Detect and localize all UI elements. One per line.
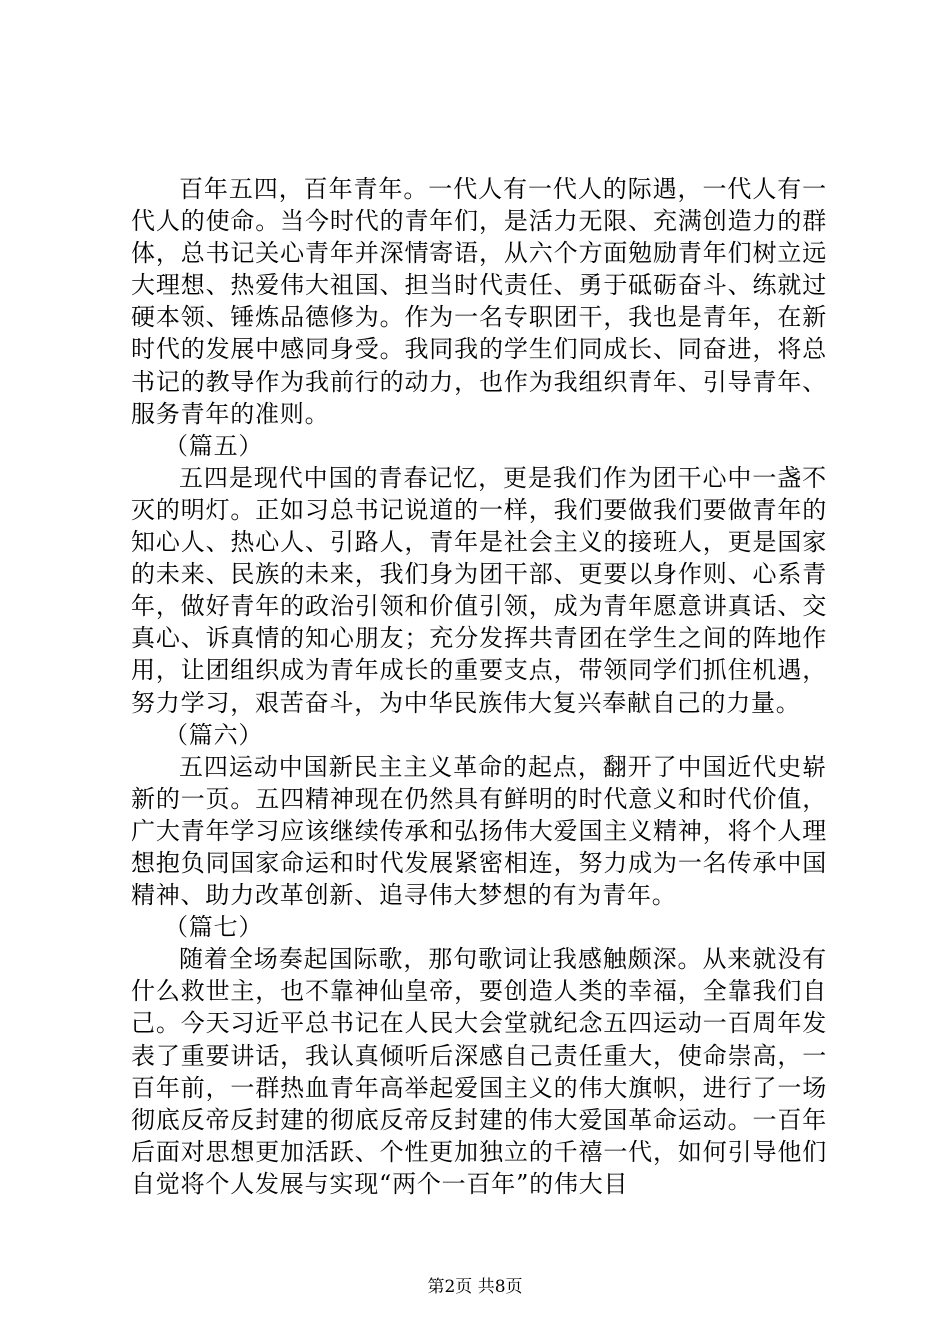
page-number-footer: 第2页 共8页 xyxy=(427,1277,523,1297)
section-heading-6: （篇六） xyxy=(164,720,264,749)
document-body xyxy=(131,173,827,1200)
paragraph-6: 五四运动中国新民主主义革命的起点，翻开了中国近代史崭新的一页。五四精神现在仍然具有鲜明的时代意义和时代价值，广大青年学习应该继续传承和弘扬伟大爱国主义精神，将个人理想抱负同国家命运和时代发展紧密相连，努力成为一名传承中国精神、助力改革创新、追寻伟大梦想的有为青年。 xyxy=(131,752,827,910)
paragraph-5: 五四是现代中国的青春记忆，更是我们作为团干心中一盏不灭的明灯。正如习总书记说道的一样，我们要做我们要做青年的知心人、热心人、引路人，青年是社会主义的接班人，更是国家的未来、民族的未来，我们身为团干部、更要以身作则、心系青年，做好青年的政治引领和价值引领，成为青年愿意讲真话、交真心、诉真情的知心朋友；充分发挥共青团在学生之间的阵地作用，让团组织成为青年成长的重要支点，带领同学们抓住机遇，努力学习，艰苦奋斗，为中华民族伟大复兴奉献自己的力量。 xyxy=(131,463,827,717)
paragraph-4-continued: 百年五四，百年青年。一代人有一代人的际遇，一代人有一代人的使命。当今时代的青年们，是活力无限、充满创造力的群体，总书记关心青年并深情寄语，从六个方面勉励青年们树立远大理想、热爱伟大祖国、担当时代责任、勇于砥砺奋斗、练就过硬本领、锤炼品德修为。作为一名专职团干，我也是青年，在新时代的发展中感同身受。我同我的学生们同成长、同奋进，将总书记的教导作为我前行的动力，也作为我组织青年、引导青年、服务青年的准则。 xyxy=(131,175,827,428)
section-heading-7: （篇七） xyxy=(164,913,264,942)
section-heading-5: （篇五） xyxy=(164,431,264,460)
paragraph-7: 随着全场奏起国际歌，那句歌词让我感触颇深。从来就没有什么救世主，也不靠神仙皇帝，要创造人类的幸福，全靠我们自己。今天习近平总书记在人民大会堂就纪念五四运动一百周年发表了重要讲话，我认真倾听后深感自己责任重大，使命崇高，一百年前，一群热血青年高举起爱国主义的伟大旗帜，进行了一场彻底反帝反封建的彻底反帝反封建的伟大爱国革命运动。一百年后面对思想更加活跃、个性更加独立的千禧一代，如何引导他们自觉将个人发展与实现“两个一百年”的伟大目 xyxy=(131,945,827,1198)
